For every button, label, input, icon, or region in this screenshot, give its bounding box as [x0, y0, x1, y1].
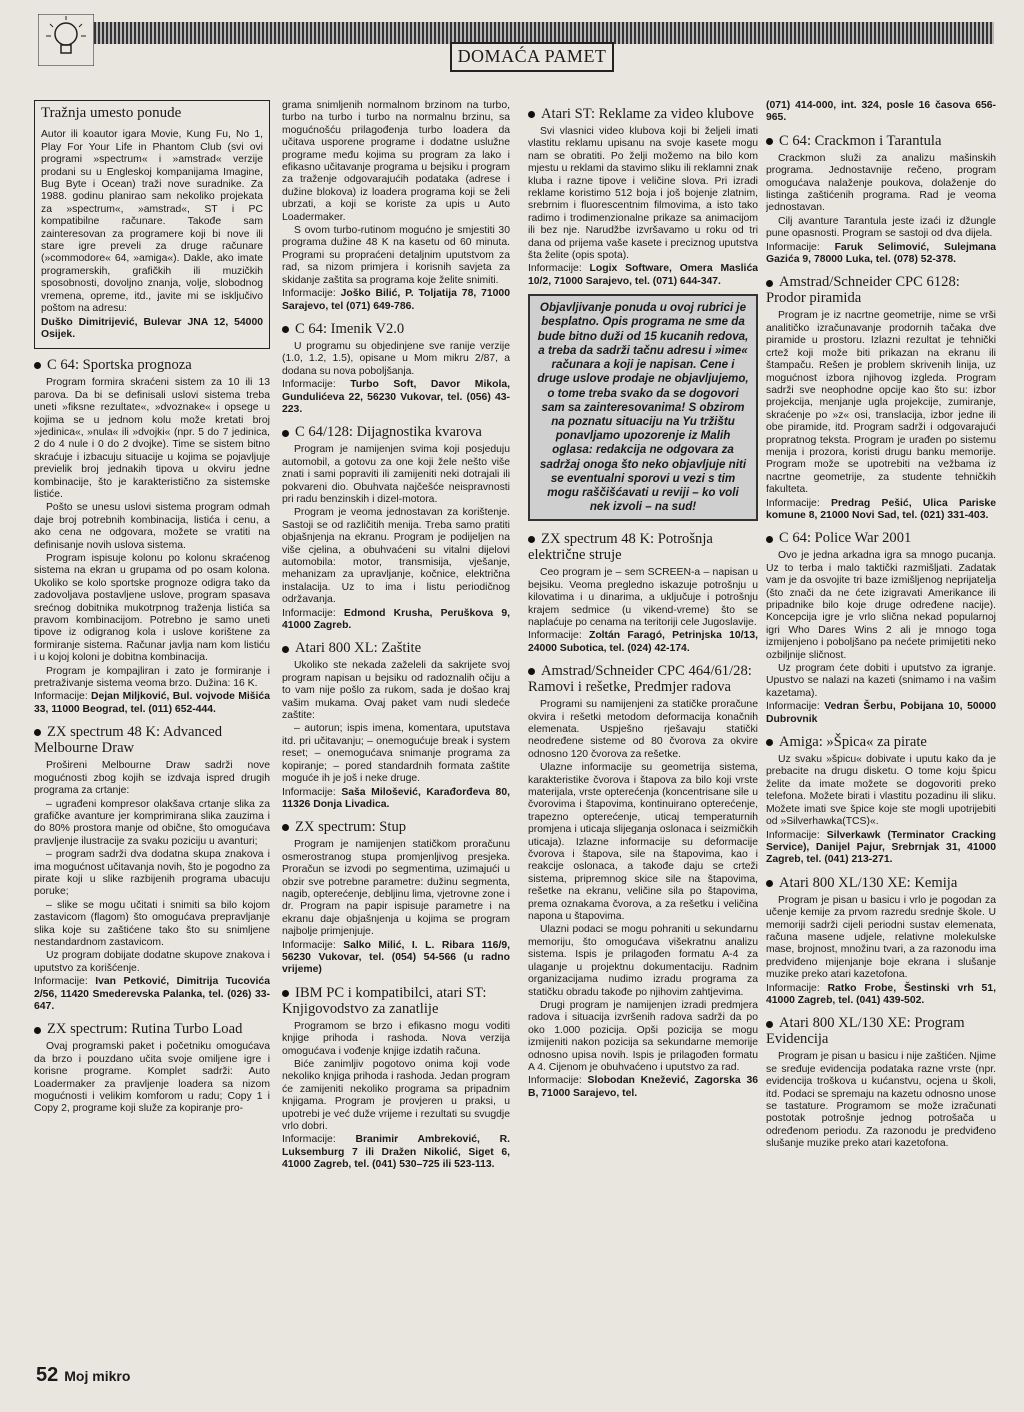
paragraph: Program formira skraćeni sistem za 10 ili 13 parova. Da bi se definisali uslovi sistema treba uneti »fiksne rezultate«, »dvoznake« i opsege u kojima se u jednom kolu može kretati broj »jedinica«, »nula« ili »dvojki« (npr. 5 do 7 jedinica, 2 do 4 nule i 0 do 2 dvojke). Time se sistem bitno skraćuje i izbacuju situacije u kojima se pojavljuje previelik broj jednakih tipova u okviru jedne kombinacije, što je karakteristično za sistemske listiće. [34, 377, 270, 500]
paragraph: Program je iz nacrtne geometrije, nime se vrši analitičko izračunavanje prodornih tačaka dve piramide u prostoru. Izlazni rezultat je tehnički crtež koji može biti prikazan na ekranu ili štampaču. Rešen je problem skrivenih linija, uz mogućnost izbora njihovog izgleda. Program sadrži sve neophodne opcije kao što su: izbor projekcija, menjanje ugla projekcije, zumiranje, skraćenje po »z« osi, translacija, izbor jedne ili obe piramide, itd. Program sadrži i odgovarajući propratnog teksta. Program je urađen po sistemu menija i prozora, koristi drugu banku memorije. Program može se upotrebiti na vežbama iz nacrtne geometrije, za studente tehničkih fakulteta. [766, 310, 996, 496]
header-striped-band [70, 22, 994, 44]
paragraph: Drugi program je namijenjen izradi predmjera radova i situacija izvršenih radova sadrži da po oko 1.000 pozicija. Opši pozicija se mogu izmijeniti nakon pozicija sa sekundarne memorije odnosno upisa novih. Ispis je prilagođen formatu A 4. Cijenom je obuhvaćeno i uputstvo za rad. [528, 999, 758, 1073]
bullet-icon [282, 326, 289, 333]
contact-info: Informacije: Slobodan Knežević, Zagorska 36 B, 71000 Sarajevo, tel. [528, 1075, 758, 1099]
paragraph: U programu su objedinjene sve ranije verzije (1.0, 1.2, 1.5), opisane u Mom mikru 2/87, a dodana su nova poboljšanja. [282, 340, 510, 377]
section-heading: C 64: Crackmon i Tarantula [766, 133, 996, 149]
contact-info: Informacije: Dejan Miljković, Bul. vojvode Mišića 33, 11000 Beograd, tel. (011) 652-444. [34, 691, 270, 715]
bullet-icon [766, 280, 773, 287]
column-2 [282, 100, 510, 1360]
section-heading: ZX spectrum 48 K: Potrošnja električne struje [528, 531, 713, 564]
paragraph: Programom se brzo i efikasno mogu voditi knjige prihoda i rashoda. Nova verzija omogućava i vođenje knjige izdatih računa. [282, 1020, 510, 1057]
bullet-icon [282, 824, 289, 831]
bullet-icon [766, 1021, 773, 1028]
paragraph: Ceo program je – sem SCREEN-a – napisan u bejsiku. Veoma pregledno iskazuje potrošnju u kilovatima i u dinarima, a uključuje i potrošnju krajem sedmice (u vikend-vreme) što se naplaćuje po cenama na teritoriji cele Jugoslavije. [528, 567, 758, 628]
section-heading: ZX spectrum 48 K: Advanced Melbourne Draw [34, 724, 223, 757]
bullet-icon [766, 739, 773, 746]
bullet-icon [528, 668, 535, 675]
paragraph: – ugrađeni kompresor olakšava crtanje slika za grafičke avanture jer komprimirana slika zauzima i do 80% prostora manje od obične, što omogućava pravljenje ilustracije za svaku poziciju u avanturi; [34, 798, 270, 847]
paragraph: – slike se mogu učitati i snimiti sa bilo kojom zastavicom (flagom) što omogućava prepravljanje slika koje su zaštićene tako što su snimljene nestandardnom zastavicom. [34, 899, 270, 948]
bullet-icon [766, 880, 773, 887]
contact-info: Informacije: Vedran Šerbu, Pobijana 10, 50000 Dubrovnik [766, 701, 996, 725]
section-heading: C 64/128: Dijagnostika kvarova [282, 424, 510, 440]
paragraph: Program ispisuje kolonu po kolonu skraćenog sistema na ekran u grupama od po osam kolona. Ukoliko se kolo sportske prognoze odigra tako da zadovoljava postavljene uslove, program spasava srećnog dobitnika mukotrpnog traženja listića sa pravom kombinacijom. Potrebno je samo uneti tipove iz odigranog kola i uslove korištene za formiranje sistema. Računar javlja nam kom listiću i u kojoj koloni je dobitna kombinacija. [34, 553, 270, 664]
magazine-name: Moj mikro [64, 1368, 131, 1384]
notice-box-demand [34, 100, 270, 349]
bullet-icon [282, 646, 289, 653]
contact-info: Informacije: Predrag Pešić, Ulica Pariske komune 8, 21000 Novi Sad, tel. (021) 331-403. [766, 497, 996, 521]
paragraph: Uz program dobijate dodatne skupove znakova i uputstvo za korišćenje. [34, 950, 270, 974]
section-heading: Atari ST: Reklame za video klubove [528, 106, 758, 122]
bullet-icon [766, 536, 773, 543]
page-footer [36, 1364, 130, 1387]
section-heading: Atari 800 XL: Zaštite [282, 640, 510, 656]
section-heading: Amiga: »Špica« za pirate [766, 734, 996, 750]
bullet-icon [766, 138, 773, 145]
bullet-icon [282, 990, 289, 997]
contact-info: Informacije: Logix Software, Omera Maslića 10/2, 71000 Sarajevo, tel. (071) 644-347. [528, 263, 758, 287]
paragraph: – program sadrži dva dodatna skupa znakova i ima mogućnost učitavanja novih, što je pogodno za pirate koji u slike razbijenih programa ubacuju poruke; [34, 849, 270, 898]
paragraph: Crackmon služi za analizu mašinskih programa. Jednostavnije rečeno, program omogućava nalaženje poukova, dolaženje do listinga zaštićenih programa. Rad je veoma jednostavan. [766, 152, 996, 214]
contact-info: Informacije: Silverkawk (Terminator Cracking Service), Danijel Pajur, Srebrnjak 31, 41000 Zagreb, tel. (041) 213-271. [766, 829, 996, 866]
column-4 [766, 100, 996, 1360]
paragraph: Autor ili koautor igara Movie, Kung Fu, No 1, Play For Your Life in Phantom Club (svi ovi programi »spectrum« i »amstrad« verzije prodani su u Engleskoj kompanijama Imagine, Bug Byte i Ocean) traži nove suradnike. Za 1988. godinu planirao sam nekoliko projekata za »spectrum«, »amstrad«, ST i PC kompatibilne računare. Takođe sam zainteresovan za programere koji bi nove ili stare igre preveli za druge računare (»commodore« 64, »amiga«). Dakle, ako imate programerskih, grafičkih ili muzičkih sposobnosti, dovoljno znanja, volje, slobodnog vremena, opreme, itd., javite mi se isključivo poštom na adresu: [41, 129, 263, 315]
paragraph: Program je veoma jednostavan za korištenje. Sastoji se od različitih menija. Treba samo pratiti objašnjenja na ekranu. Program je podijeljen na više cjelina, a obuhvaćeni su vitalni dijelovi automobila: motor, transmisija, vješanje, mehanizam za upravljanje, kočnice, električna instalacija. Uz to ima i listu periodičnog održavanja. [282, 507, 510, 606]
bullet-icon [34, 362, 41, 369]
contact-info: Informacije: Zoltán Faragó, Petrinjska 10/13, 24000 Subotica, tel. (024) 42-174. [528, 630, 758, 654]
contact-info: Informacije: Branimir Ambreković, R. Luksemburg 7 ili Dražen Nikolić, Siget 6, 41000 Zagreb, tel. (041) 530–725 ili 523-113. [282, 1134, 510, 1171]
column-1 [34, 100, 270, 1360]
paragraph: Biće zanimljiv pogotovo onima koji vode nekoliko knjiga prihoda i rashoda. Jedan program će zamijeniti nekoliko programa sa pripadnim knjigama. Program je provjeren u praksi, u upotrebi je već duže vrijeme i rezultati su svugdje vrlo dobri. [282, 1059, 510, 1133]
paragraph: Program je namijenjen statičkom proračunu osmerostranog stupa promjenljivog presjeka. Proračun se izvodi po segmentima, uzimajući u obzir sve potrebne parametre: dužinu segmenta, nagib, opterećenje, debljinu lima, vjetrovne zone i dr. Program na papir ispisuje parametre i na ekranu daje objašnjenja u kojima se program najbolje primjenjuje. [282, 839, 510, 938]
section-heading: C 64: Police War 2001 [766, 530, 996, 546]
paragraph: Program je pisan u basicu i nije zaštićen. Njime se sređuje evidencija podataka razne vrste (npr. evidencija troškova u kućanstvu, ocjena u školi, itd. Podaci se spremaju na kazetu odnosno unose se tastature. Programom se može izračunati postotak potrošnje jednog potrošača u određenom periodu. Za razonodu je predviđeno slušanje muzike preko atari kazetofona. [766, 1051, 996, 1150]
contact-info: Informacije: Joško Bilić, P. Toljatija 78, 71000 Sarajevo, tel (071) 649-786. [282, 288, 510, 312]
section-heading: Atari 800 XL/130 XE: Program Evidencija [766, 1015, 965, 1048]
paragraph: grama snimljenih normalnom brzinom na turbo, turbo na turbo i turbo na normalnu brzinu, sa mogućnošću prilagođenja turbo loadera da učitava usporene programe i dodatne uslužne programe među kojima su program za lako i efikasno učitavanje programa u bejsiku i program za traženje odgovarajućih podataka (adrese i dužine blokova) iz loadera programa koji se želi ubrzati, a koji se koriste za upis u Auto Loadermaker. [282, 100, 510, 223]
section-heading: ZX spectrum: Rutina Turbo Load [34, 1021, 270, 1037]
section-heading: IBM PC i kompatibilci, atari ST: Knjigovodstvo za zanatlije [282, 984, 487, 1017]
paragraph: S ovom turbo-rutinom mogućno je smjestiti 30 programa dužine 48 K na kasetu od 60 minuta. Programi su propraćeni detaljnim uputstvom za rad, sa nizom primjera i korisnih savjeta za skidanje zaštita sa programa koje želite snimiti. [282, 225, 510, 286]
section-heading: ZX spectrum: Stup [282, 819, 510, 835]
contact-info: Informacije: Saša Milošević, Karađorđeva 80, 11326 Donja Livadica. [282, 786, 510, 810]
bullet-icon [528, 536, 535, 543]
section-heading: C 64: Sportska prognoza [34, 357, 270, 373]
editorial-notice: Objavljivanje ponuda u ovoj rubrici je besplatno. Opis programa ne sme da bude bitno duži od 15 kucanih redova, a treba da sadrži tačnu adresu i »ime« računara a koji je napisan. Cene i druge uslove prodaje ne objavljujemo, o tome treba svako da se dogovori sam sa zainteresovanima! S obzirom na poznatu situaciju na Yu tržištu ponavljamo upozorenje iz Malih oglasa: redakcija ne odgovara za sadržaj onoga što neko objavljuje niti se eventualni sporovi u vezi s tim mogu raščišćavati u reviji – ko voli nek izvoli – na sud! [528, 294, 758, 521]
paragraph: Ovo je jedna arkadna igra sa mnogo pucanja. Uz to terba i malo taktički razmišljati. Zadatak vam je da osvojite tri baze izmišljenog neprijatelja (što znači da ne ćete izigravati Amerikance ili pripadnike bilo koje druge određene nacije). Koncepcija igre je vrlo slična nekad popularnoj igri Who Dares Wins 2 ali je mnogo toga izmijenjeno i poboljšano pa nećete primijetiti neko ozbiljnije sličnost. [766, 550, 996, 661]
paragraph: Program je namijenjen svima koji posjeduju automobil, a gotovu za one koji žele nešto više znati i sami popraviti ili zamijeniti neki dotrajali ili pokvareni dio. Obuhvata najčešće neispravnosti pri radu benzinskih i dizel-motora. [282, 444, 510, 505]
section-title: DOMAĆA PAMET [450, 42, 614, 72]
paragraph: Ulazni podaci se mogu pohraniti u sekundarnu memoriju, što omogućava višekratnu analizu sistema. Ispis je prilagođen formatu A-4 za ulaganje u projektnu dokumentaciju. Radnim organizacijama nudimo izradu programa za statičku obradu takođe po njihovim zahtjevima. [528, 924, 758, 998]
paragraph: Uz svaku »špicu« dobivate i uputu kako da je prebacite na drugu disketu. O tome koju špicu želite da imate možete se dogovoriti preko telefona. Možete birati i vlastitu pozadinu ili sliku. Možete imati sve špice koje ste mogli upotrijebiti od »Silverhawka(TCS)«. [766, 754, 996, 828]
lightbulb-icon [38, 14, 94, 66]
bullet-icon [34, 1027, 41, 1034]
contact-info: Duško Dimitrijević, Bulevar JNA 12, 54000 Osijek. [41, 316, 263, 340]
contact-info: (071) 414-000, int. 324, posle 16 časova 656-965. [766, 100, 996, 124]
contact-info: Informacije: Ivan Petković, Dimitrija Tucovića 2/56, 11420 Smederevska Palanka, tel. (026) 33-647. [34, 976, 270, 1012]
paragraph: Programi su namijenjeni za statičke proračune okvira i rešetki metodom deformacija konačnih elemenata. Uspješno rješavaju statički neodređene sisteme od 80 čvorova za okvire odnosno 120 čvorova za rešetke. [528, 699, 758, 760]
paragraph: Program je pisan u basicu i vrlo je pogodan za učenje kemije za prvom razredu srednje škole. U memoriji sadrži cijeli periodni sustav elemenata, računa masene udjele, relativne molekulske mase, brojnost, množinu tvari, a za razonodu ima predviđeno mijenjanje boje ekrana i slušanje muzike preko atari kazetofona. [766, 894, 996, 981]
paragraph: Svi vlasnici video klubova koji bi željeli imati vlastitu reklamu upisanu na svoje kasete mogu nam se obratiti. Po želji možemo na bilo kom mjestu u reklami da stavimo sliku ili reklamni znak kluba i razne tipove i veličine slova. Pri izradi reklame koristimo 512 boja i još bojenje zlatnim, srebrnim i fluorescentnim filmovima, a isto tako radimo i trodimenzionalne prikaze sa animacijom ili bez nje. Narudžbe izvršavamo u roku od tri dana od prijema vaše kasete i preciznog uputstva šta želite (opis spota). [528, 126, 758, 262]
section-heading: Amstrad/Schneider CPC 6128: Prodor piramida [766, 274, 960, 307]
column-3 [528, 100, 758, 1360]
bullet-icon [282, 430, 289, 437]
paragraph: Ukoliko ste nekada zaželeli da sakrijete svoj program napisan u bejsiku od radoznalih očiju a to vam nije pošlo za rukom, sada je došao kraj vašim mukama. Ovaj paket vam nudi sledeće zaštite: [282, 660, 510, 722]
contact-info: Informacije: Salko Milić, I. L. Ribara 116/9, 56230 Vukovar, tel. (054) 54-566 (u radno vrijeme) [282, 939, 510, 976]
paragraph: Uz program ćete dobiti i uputstvo za igranje. Upustvo se nalazi na kazeti (snimamo i na vašim kazetama). [766, 663, 996, 699]
page-header [30, 14, 994, 66]
contact-info: Informacije: Edmond Krusha, Peruškova 9, 41000 Zagreb. [282, 607, 510, 632]
paragraph: – autorun; ispis imena, komentara, uputstava itd. pri učitavanju; – onemogućuje break i system reset; – onemogućava snimanje programa za kopiranje; – pored standardnih formata zaštite moguće ih je još i neke druge. [282, 723, 510, 785]
paragraph: Prošireni Melbourne Draw sadrži nove mogućnosti zbog kojih se izdvaja ispred drugih programa za crtanje: [34, 760, 270, 797]
bullet-icon [528, 111, 535, 118]
contact-info: Informacije: Faruk Selimović, Sulejmana Gazića 9, 78000 Luka, tel. (078) 52-378. [766, 241, 996, 266]
page-number: 52 [36, 1364, 59, 1386]
paragraph: Ovaj programski paket i početniku omogućava da brzo i pouzdano učita svoje omiljene igre i korisne programe. Komplet sadrži: Auto Loadermaker za pravljenje loadera sa nizom mogućnosti i velikim komforom u radu; Copy 1 i Copy 2, programe koji služe za kopiranje pro- [34, 1041, 270, 1115]
section-heading: Amstrad/Schneider CPC 464/61/28: Ramovi i rešetke, Predmjer radova [528, 663, 752, 696]
section-heading: Atari 800 XL/130 XE: Kemija [766, 875, 996, 891]
paragraph: Pošto se unesu uslovi sistema program odmah daje broj potrebnih kombinacija, listića i cenu, a ako cena ne odgovara, možete se vratiti na definisanje novih uslova sistema. [34, 502, 270, 551]
paragraph: Program je kompajliran i zato je formiranje i pretraživanje sistema veoma brzo. Dužina: 16 K. [34, 665, 270, 690]
box-title: Tražnja umesto ponude [41, 105, 182, 121]
bullet-icon [34, 729, 41, 736]
paragraph: Ulazne informacije su geometrija sistema, karakteristike čvorova i štapova za bilo koji vrste materijala, vrste opterećenja (koncentrisane sile u čvorovima i štapovima, kontinuirano opterećenje, trapezno opterećenje, uticaj temperaturnih promjena i uticaja slijeganja oslonaca i seizmičkih uticaja). Izlazne informacije su deformacije čvorova i štapova, sile na štapovima, kao i reakcije oslonaca, a takođe daju se crteži sistema, pripremnog skice sile na štapovima, rešetke na ekranu, veličine sila po štapovima, prema oznakama čvorova, a za rešetku i veličina napona u štapovima. [528, 762, 758, 923]
contact-info: Informacije: Turbo Soft, Davor Mikola, Gundulićeva 22, 56230 Vukovar, tel. (056) 43-223. [282, 379, 510, 415]
section-heading: C 64: Imenik V2.0 [282, 321, 510, 337]
contact-info: Informacije: Ratko Frobe, Šestinski vrh 51, 41000 Zagreb, tel. (041) 439-502. [766, 982, 996, 1006]
paragraph: Cilj avanture Tarantula jeste izaći iz džungle pune opasnosti. Program se sastoji od dva dijela. [766, 215, 996, 240]
